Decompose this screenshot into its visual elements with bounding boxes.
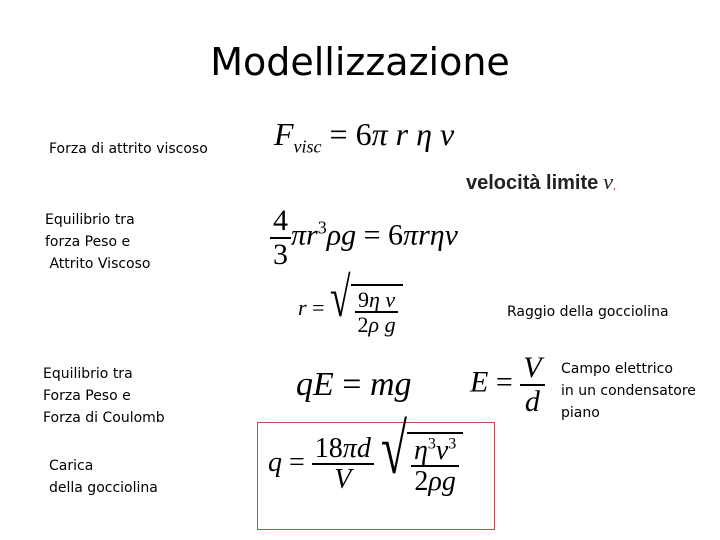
- label-equilibrio-viscoso: Equilibrio tra forza Peso e Attrito Viscoso: [45, 212, 151, 272]
- label-carica: Carica della gocciolina: [49, 458, 158, 496]
- formula-forza-viscosa: $F_{visc} = 6\pi$ r η ν: [274, 116, 455, 157]
- formula-equilibrio-viscoso: $\frac{4}{3}$ $\pi r^3\rho g = 6\pi r\eta\nu$: [270, 205, 458, 270]
- label-campo-elettrico: Campo elettrico in un condensatore piano: [561, 361, 696, 421]
- label-forza-attrito: Forza di attrito viscoso: [49, 141, 208, 157]
- formula-coulomb: qE = mg: [296, 366, 412, 403]
- formula-raggio: r = √ $\frac{\text{9η ν}}{\text{2ρ g}}$: [298, 284, 403, 336]
- label-raggio: Raggio della gocciolina: [507, 304, 669, 320]
- slide-title: Modellizzazione: [210, 40, 510, 84]
- formula-carica: q = $\frac{18\pi d}{V}$ √ $\frac{\eta^3v^3}{2\rho g}$: [268, 432, 463, 497]
- label-equilibrio-coulomb: Equilibrio tra Forza Peso e Forza di Coulomb: [43, 366, 165, 426]
- velocita-limite-note: velocità limite ν,: [466, 169, 617, 194]
- formula-campo-elettrico: E = $\frac{V}{d}$: [470, 352, 545, 417]
- velocita-limite-text: velocità limite: [466, 172, 599, 194]
